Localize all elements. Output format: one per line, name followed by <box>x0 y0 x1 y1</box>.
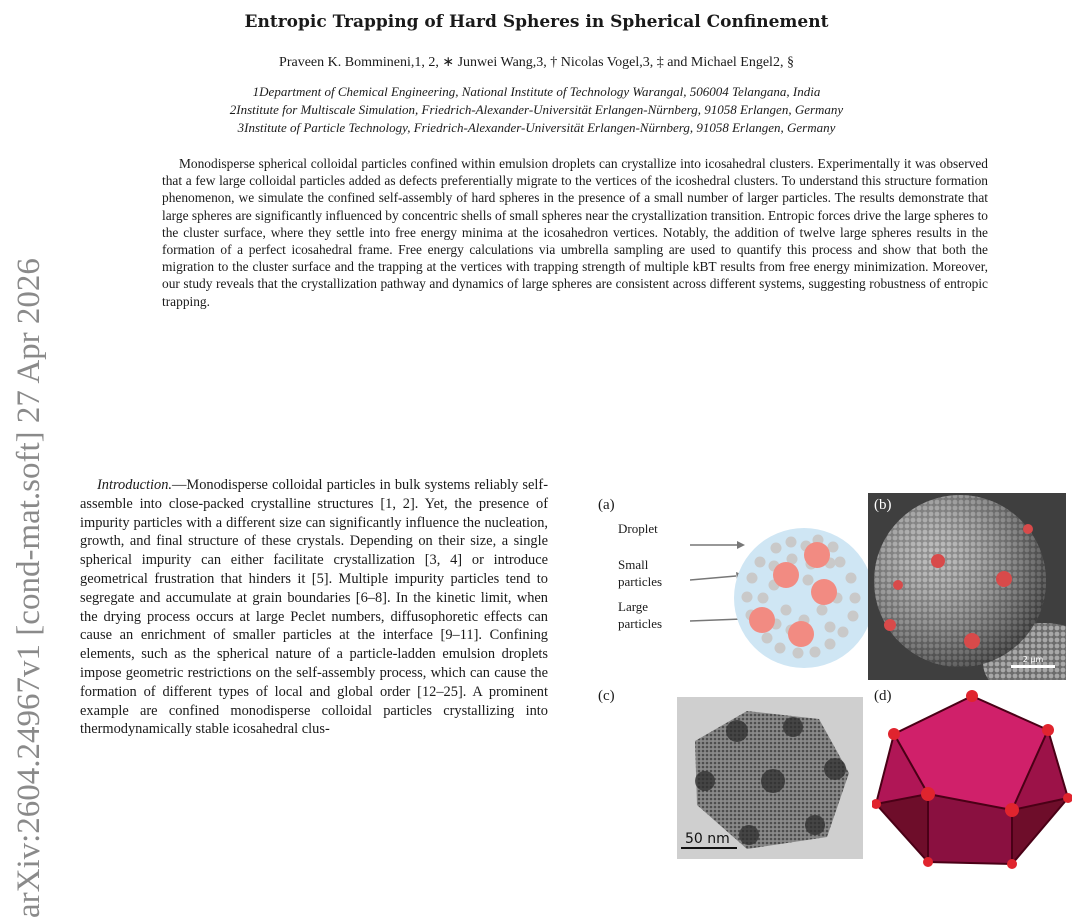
label-large: Large <box>618 599 649 614</box>
label-droplet: Droplet <box>618 521 658 536</box>
scale-bar-b: 2 µm <box>1022 655 1044 664</box>
panel-label-a: (a) <box>598 497 615 513</box>
paper-title: Entropic Trapping of Hard Spheres in Spherical Confinement <box>244 12 829 32</box>
droplet-schematic <box>690 502 870 682</box>
author-list: Praveen K. Bommineni,1, 2, ∗ Junwei Wang,3, † Nicolas Vogel,3, ‡ and Michael Engel2, § <box>279 55 794 70</box>
icosahedron-render <box>872 690 1072 870</box>
scale-bar-c: 50 nm <box>685 831 730 847</box>
affiliation-2: 2Institute for Multiscale Simulation, Friedrich-Alexander-Universität Erlangen-Nürnberg, 91058 Erlangen, Germany <box>229 102 844 117</box>
label-small: Small <box>618 557 649 572</box>
panel-label-b: (b) <box>874 497 892 513</box>
label-small-particles: particles <box>618 574 663 589</box>
sem-cluster-image <box>868 493 1066 680</box>
affiliation-3: 3Institute of Particle Technology, Friedrich-Alexander-Universität Erlangen-Nürnberg, 91058 Erlangen, Germany <box>237 120 836 135</box>
abstract: Monodisperse spherical colloidal particles confined within emulsion droplets can crystallize into icosahedral clusters. Experimentally it was observed that a few large colloidal particles added as defects preferentially migrate to the vertices of the icoshedral clusters. To understand this structure formation phenomenon, we simulate the confined self-assembly of hard spheres in the presence of a small number of larger particles. The results demonstrate that large spheres are significantly influenced by concentric shells of small spheres near the crystallization transition. Entropic forces drive the large spheres to the cluster surface, where they settle into free energy minima at the icosahedron vertices. Notably, the addition of twelve large spheres results in the formation of a perfect icosahedral frame. Free energy calculations via umbrella sampling are used to quantify this process and show that both the migration to the cluster surface and the trapping at the vertices with trapping strength of multiple kBT results from free energy minimization. Moreover, our study reveals that the crystallization pathway and dynamics of large spheres are consistent across different systems, suggesting robustness of entropic trapping. <box>162 156 988 309</box>
affiliation-1: 1Department of Chemical Engineering, National Institute of Technology Warangal, 506004 Telangana, India <box>252 84 821 99</box>
panel-label-c: (c) <box>598 688 615 704</box>
intro-body: —Monodisperse colloidal particles in bulk systems reliably self-assemble into close-packed crystalline structures [1, 2]. Yet, the presence of impurity particles with a different size can significantly influence the nucleation, growth, and final structure of these crystals. Depending on their size, a single spherical impurity can either facilitate crystallization [3, 4] or introduce geometrical frustration that hinders it [5]. Multiple impurity particles tend to segregate and accumulate at grain boundaries [6–8]. In the kinetic limit, when the drying process occurs at large Peclet numbers, diffusophoretic effects can cause an enrichment of smaller particles at the interface [9–11]. Confining elements, such as the spherical nature of a particle-ladden emulsion droplets impose geometric restrictions on the self-assembly process, which can cause the formation of different types of local and global order [12–25]. A prominent example are confined monodisperse colloidal particles crystallizing into thermodynamically stable icosahedral clus- <box>80 477 548 738</box>
panel-label-d: (d) <box>874 688 892 704</box>
tem-cluster-image <box>677 697 863 859</box>
arxiv-stamp: arXiv:2604.24967v1 [cond-mat.soft] 27 Apr 2026 <box>11 258 47 918</box>
intro-paragraph <box>80 476 548 739</box>
label-large-particles: particles <box>618 616 663 631</box>
intro-heading: Introduction. <box>97 477 173 493</box>
